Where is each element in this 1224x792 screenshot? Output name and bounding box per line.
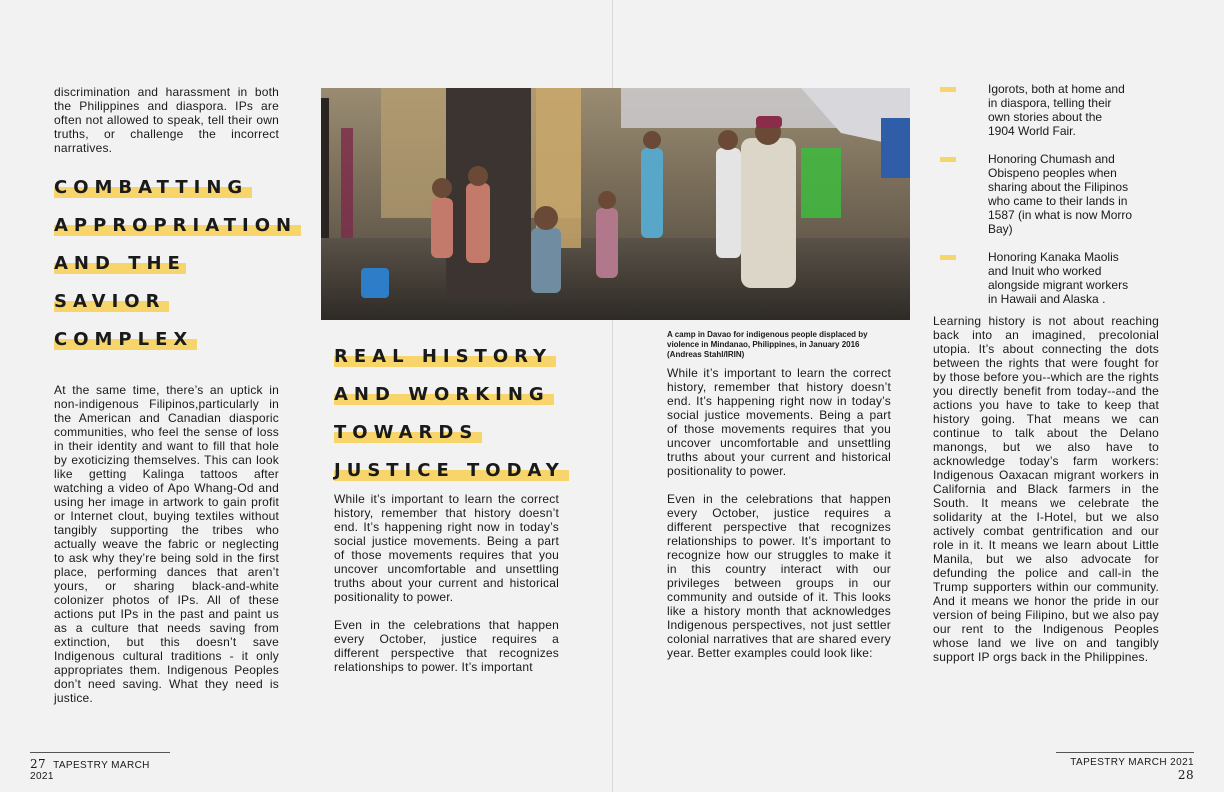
heading-real-history bbox=[334, 338, 574, 490]
left-column-2 bbox=[334, 338, 565, 688]
bullet-item bbox=[940, 152, 1170, 236]
heading-line: COMPLEX bbox=[54, 329, 197, 350]
body-paragraph: Even in the celebrations that happen every October, justice requires a different perspective that recognizes relationships to power. It’s important to recognize how our struggles to make it in this country interact with our privileges between groups in our community and outside of it. This looks like a history month that acknowledges Indigenous perspectives, not just settler colonial narratives that are shared every year. Better examples could look like: bbox=[667, 492, 891, 660]
bullet-text: Igorots, both at home and in diaspora, telling their own stories about the 1904 World Fair. bbox=[988, 82, 1125, 138]
heading-line: AND WORKING bbox=[334, 384, 554, 405]
heading-combatting-appropriation bbox=[54, 169, 298, 359]
bullet-marker bbox=[940, 157, 956, 162]
photo-caption: A camp in Davao for indigenous people displaced by violence in Mindanao, Philippines, in January 2016 (Andreas Stahl/IRIN) bbox=[667, 330, 868, 359]
heading-line: REAL HISTORY bbox=[334, 346, 556, 367]
heading-line: JUSTICE TODAY bbox=[334, 460, 569, 481]
heading-line: COMBATTING bbox=[54, 177, 252, 198]
body-paragraph: Learning history is not about reaching back into an imagined, precolonial utopia. It’s about connecting the dots between the rights that were fought for by those before you--which are the rights you directly benefit from today--and the actions you have to take to keep that history going. That means we can continue to talk about the Delano manongs, but we also have to acknowledge today’s farm workers: Indigenous Oaxacan migrant workers in California and Black farmers in the South. It means we celebrate the solidarity at the I-Hotel, but we also actively combat gentrification and our role in it. It means we learn about Little Manila, but we also advocate for defunding the police and call-in the Trump supporters within our community. And it means we honor the pride in our version of being Filipino, but we also pay our rent to the Indigenous Peoples whose land we live on and tangibly support IP orgs back in the Philippines. bbox=[933, 314, 1159, 664]
bullet-text: Honoring Kanaka Maolis and Inuit who worked alongside migrant workers in Hawaii and Alaska . bbox=[988, 250, 1129, 306]
page-number: 28 bbox=[1177, 768, 1194, 782]
heading-line: APPROPRIATION bbox=[54, 215, 301, 236]
footer-label: TAPESTRY MARCH 2021 bbox=[30, 760, 150, 782]
heading-line: AND THE SAVIOR bbox=[54, 253, 186, 312]
page-number: 27 bbox=[30, 757, 47, 771]
camp-photo-illustration bbox=[321, 88, 910, 320]
bullet-marker bbox=[940, 87, 956, 92]
body-paragraph: Even in the celebrations that happen every October, justice requires a different perspective that recognizes relationships to power. It’s important bbox=[334, 618, 559, 674]
bullet-list bbox=[940, 82, 1170, 320]
heading-line: TOWARDS bbox=[334, 422, 482, 443]
camp-photo bbox=[321, 88, 910, 320]
bullet-marker bbox=[940, 255, 956, 260]
bullet-item bbox=[940, 250, 1170, 306]
left-column-1 bbox=[54, 85, 298, 719]
body-paragraph: While it’s important to learn the correct history, remember that history doesn’t end. It’s happening right now in today’s social justice movements. Being a part of those movements requires that you uncover uncomfortable and unsettling truths about your current and historical positionality to power. bbox=[667, 366, 891, 478]
bullet-item bbox=[940, 82, 1170, 138]
left-footer bbox=[30, 752, 170, 782]
right-footer bbox=[1056, 752, 1194, 782]
body-paragraph: While it’s important to learn the correct history, remember that history doesn’t end. It’s happening right now in today’s social justice movements. Being a part of those movements requires that you uncover uncomfortable and unsettling truths about your current and historical positionality to power. bbox=[334, 492, 559, 604]
right-column-1 bbox=[667, 366, 891, 674]
footer-label: TAPESTRY MARCH 2021 bbox=[1070, 757, 1194, 768]
intro-paragraph: discrimination and harassment in both the Philippines and diaspora. IPs are often not allowed to speak, tell their own truths, or challenge the incorrect narratives. bbox=[54, 85, 279, 155]
body-paragraph: At the same time, there’s an uptick in non-indigenous Filipinos,particularly in the American and Canadian diasporic communities, who feel the sense of loss in their identity and want to fill that hole by exoticizing themselves. This can look like getting Kalinga tattoos after watching a video of Apo Whang-Od and using her image in artwork to gain profit or Internet clout, buying textiles without tangibly supporting the tribes who actually weave the fabric or neglecting to ask why they’re being sold in the first place, performing dances that aren’t yours, or sharing black-and-white colonizer photos of IPs. All of these actions put IPs in the past and paint us as a culture that needs saving from extinction, but this doesn’t save Indigenous cultural traditions - it only appropriates them. Indigenous Peoples don’t need saving. What they need is justice. bbox=[54, 383, 279, 705]
right-column-2 bbox=[933, 314, 1159, 678]
bullet-text: Honoring Chumash and Obispeno peoples when sharing about the Filipinos who came to their lands in 1587 (in what is now Morro Bay) bbox=[988, 152, 1133, 236]
